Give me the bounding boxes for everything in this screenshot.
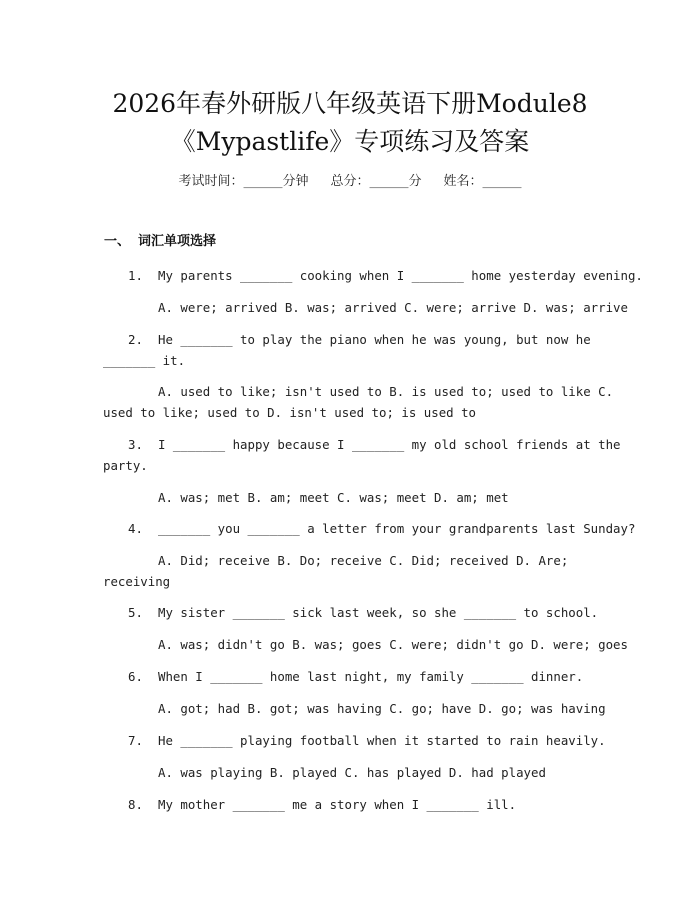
question-number: 7. bbox=[128, 733, 143, 748]
question-stem-line: My mother _______ me a story when I _______ ill. bbox=[158, 797, 517, 812]
answer-options-line: A. used to like; isn't used to B. is used to; used to like C. bbox=[158, 384, 614, 399]
answer-options-line: A. was; didn't go B. was; goes C. were; didn't go D. were; goes bbox=[158, 637, 628, 652]
question-number: 2. bbox=[128, 332, 143, 347]
answer-options-line: A. were; arrived B. was; arrived C. were; arrive D. was; arrive bbox=[158, 300, 628, 315]
question-number: 1. bbox=[128, 268, 143, 283]
document-title-line-2: 《Mypastlife》专项练习及答案 bbox=[170, 127, 530, 156]
question-number: 4. bbox=[128, 521, 143, 536]
exam-time-field: 考试时间：______分钟 bbox=[178, 174, 309, 189]
section-heading bbox=[104, 230, 216, 249]
question-stem-line: My sister _______ sick last week, so she _______ to school. bbox=[158, 605, 599, 620]
exam-info bbox=[0, 170, 700, 189]
section-number: 一、 bbox=[104, 234, 131, 249]
answer-options-line: receiving bbox=[103, 574, 171, 589]
question-stem-line: _______ it. bbox=[103, 353, 186, 368]
question-stem-line: I _______ happy because I _______ my old school friends at the bbox=[158, 437, 621, 452]
question-number: 8. bbox=[128, 797, 143, 812]
exam-score-field: 总分：______分 bbox=[330, 174, 422, 189]
question-stem-line: When I _______ home last night, my family _______ dinner. bbox=[158, 669, 584, 684]
answer-options-line: A. was; met B. am; meet C. was; meet D. am; met bbox=[158, 490, 509, 505]
question-number: 5. bbox=[128, 605, 143, 620]
question-number: 6. bbox=[128, 669, 143, 684]
question-stem-line: My parents _______ cooking when I _______ home yesterday evening. bbox=[158, 268, 643, 283]
question-stem-line: He _______ playing football when it started to rain heavily. bbox=[158, 733, 606, 748]
answer-options-line: A. got; had B. got; was having C. go; have D. go; was having bbox=[158, 701, 606, 716]
answer-options-line: A. Did; receive B. Do; receive C. Did; received D. Are; bbox=[158, 553, 569, 568]
question-stem-line: _______ you _______ a letter from your grandparents last Sunday? bbox=[158, 521, 636, 536]
question-stem-line: He _______ to play the piano when he was young, but now he bbox=[158, 332, 591, 347]
answer-options-line: used to like; used to D. isn't used to; is used to bbox=[103, 405, 476, 420]
section-title: 词汇单项选择 bbox=[138, 234, 217, 249]
document-title-line-1: 2026年春外研版八年级英语下册Module8 bbox=[112, 89, 588, 118]
question-number: 3. bbox=[128, 437, 143, 452]
student-name-field: 姓名：______ bbox=[443, 174, 522, 189]
answer-options-line: A. was playing B. played C. has played D. had played bbox=[158, 765, 546, 780]
question-stem-line: party. bbox=[103, 458, 148, 473]
